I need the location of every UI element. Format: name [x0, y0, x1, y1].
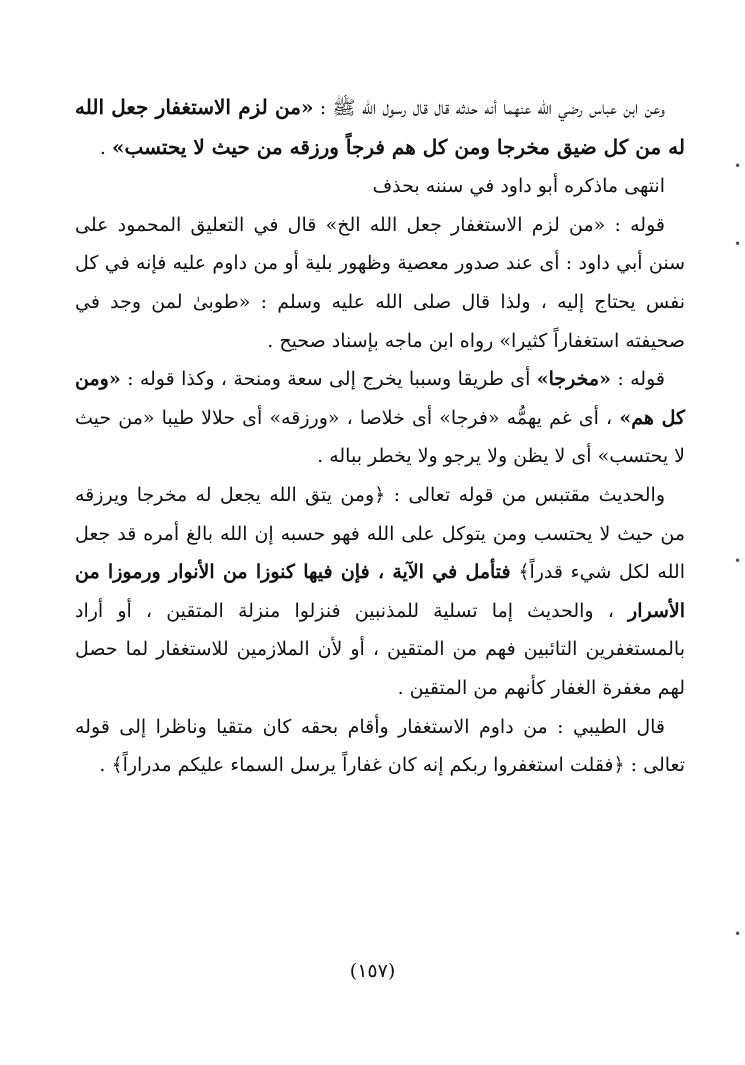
commentary-3-end: ، والحديث إما تسلية للمذنبين فنزلوا منزلة المتقين ، أو أراد بالمستغفرين التائبين فهم من المتقين ، أو لأن الملازمين للاستغفار لما حصل لهم مغفرة الغفار كأنهم من المتقين .	[75, 599, 685, 699]
term-wa-min-kull-hamm: «ومن كل هم»	[75, 368, 685, 429]
scan-edge-mark: •	[734, 237, 742, 251]
commentary-3-lead: والحديث مقتبس من قوله تعالى : ﴿ومن يتق الله يجعل له مخرجا ويرزقه من حيث لا يحتسب ومن يتوكل على الله فهو حسبه إن الله بالغ أمره قد جعل الله لكل شيء قدراً﴾	[75, 483, 685, 584]
paragraph-commentary-2	[75, 360, 685, 476]
reflection-bold-text: فتأمل في الآية ، فإن فيها كنوزا من الأنوار ورموزا من الأسرار	[75, 561, 685, 622]
commentary-2-middle: أى طريقا وسببا يخرج إلى سعة ومنحة ، وكذا قوله :	[120, 368, 537, 391]
hadith-quote: «من لزم الاستغفار جعل الله له من كل ضيق مخرجا ومن كل هم فرجاً ورزقه من حيث لا يحتسب»	[75, 95, 685, 159]
term-makhraja: «مخرجا»	[536, 368, 611, 391]
source-note-text: انتهى ماذكره أبو داود في سننه بحذف	[372, 175, 665, 198]
commentary-1-text: قوله : «من لزم الاستغفار جعل الله الخ» قال في التعليق المحمود على سنن أبي داود : أى عند صدور معصية وظهور بلية أو من داوم عليه فإنه في كل نفس يحتاج إليه ، ولذا قال صلى الله عليه وسلم : «طوبىٰ لمن وجد في صحيفته استغفاراً كثيرا» رواه ابن ماجه بإسناد صحيح .	[75, 213, 685, 352]
body-text	[75, 88, 685, 785]
page-number: (١٥٧)	[349, 960, 396, 982]
scan-edge-mark: •	[734, 927, 742, 941]
commentary-2-end: ، أى غم يهمُّه «فرجا» أى خلاصا ، «ورزقه» أى حلالا طيبا «من حيث لا يحتسب» أى لا يظن ولا يرجو ولا يخطر بباله .	[75, 406, 685, 468]
paragraph-commentary-1	[75, 206, 685, 360]
paragraph-tibi	[75, 708, 685, 785]
paragraph-hadith	[75, 88, 685, 167]
paragraph-1-intro: وعن ابن عباس رضي الله عنهما أنه حدثه قال قال رسول الله ﷺ :	[313, 97, 665, 119]
commentary-2-lead: قوله :	[610, 368, 665, 391]
paragraph-1-end: .	[99, 136, 112, 159]
scan-edge-mark: •	[734, 159, 742, 173]
scan-edge-mark: •	[734, 554, 742, 568]
paragraph-source-note	[75, 167, 685, 206]
tibi-text: قال الطيبي : من داوم الاستغفار وأقام بحقه كان متقيا وناظرا إلى قوله تعالى : ﴿فقلت استغفروا ربكم إنه كان غفاراً يرسل السماء عليكم مدراراً﴾ .	[75, 715, 685, 777]
paragraph-commentary-3	[75, 476, 685, 708]
